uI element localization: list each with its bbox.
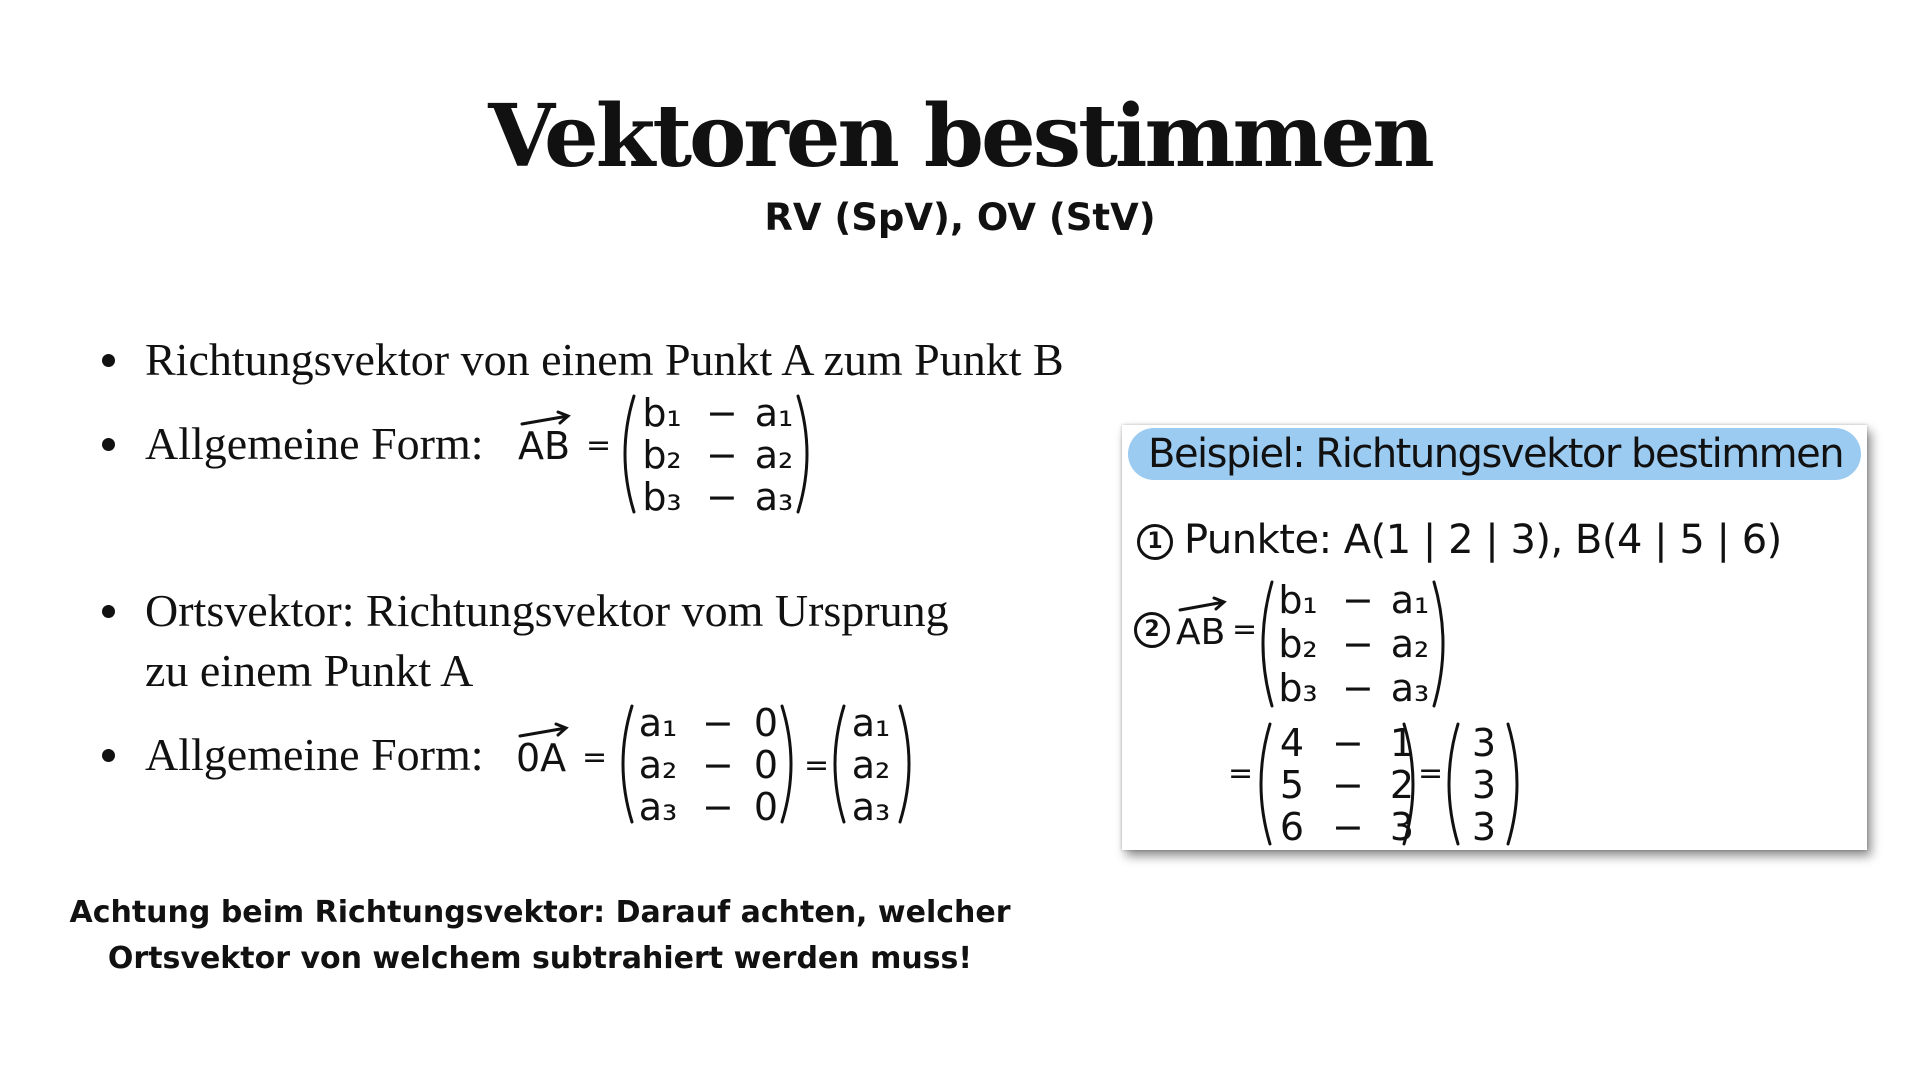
matrix-cell: 6: [1279, 805, 1305, 849]
bullet-general-form-ab: Allgemeine Form:: [145, 418, 484, 469]
matrix-ab: [640, 392, 796, 518]
matrix-cell: 1: [1389, 721, 1415, 765]
page-title: Vektoren bestimmen: [488, 86, 1432, 187]
matrix-cell: b₁: [1278, 578, 1318, 622]
matrix-cell: a₂: [754, 433, 794, 477]
equals-sign: =: [1232, 612, 1258, 647]
vector-ab-label: AB: [518, 424, 571, 468]
warning-note-line2: Ortsvektor von welchem subtrahiert werden muss!: [107, 941, 973, 976]
matrix-cell: −: [1342, 578, 1374, 622]
matrix-right-paren: [896, 702, 920, 826]
page-subtitle: RV (SpV), OV (StV): [764, 196, 1156, 239]
equals-sign: =: [804, 748, 830, 783]
matrix-cell: b₂: [1278, 622, 1318, 666]
matrix-cell: −: [706, 391, 738, 435]
matrix-cell: a₁: [851, 701, 891, 745]
matrix-cell: −: [702, 701, 734, 745]
matrix-cell: a₃: [851, 785, 891, 829]
bullet-directional-vector: Richtungsvektor von einem Punkt A zum Punkt B: [145, 334, 1064, 385]
matrix-cell: 0: [753, 701, 779, 745]
matrix-cell: a₃: [1390, 666, 1430, 710]
matrix-cell: −: [1342, 622, 1374, 666]
bullet-position-vector-line2: zu einem Punkt A: [145, 645, 474, 696]
matrix-cell: b₃: [642, 475, 682, 519]
equals-sign: =: [1418, 756, 1444, 791]
matrix-cell: 4: [1279, 721, 1305, 765]
matrix-cell: −: [702, 785, 734, 829]
matrix-cell: b₁: [642, 391, 682, 435]
matrix-cell: −: [1342, 666, 1374, 710]
matrix-right-paren: [778, 702, 802, 826]
example-matrix-general: [1276, 578, 1432, 710]
bullet-dot: [102, 354, 115, 367]
bullet-dot: [102, 438, 115, 451]
equals-sign: =: [586, 428, 612, 463]
matrix-cell: 0: [753, 785, 779, 829]
matrix-cell: −: [706, 433, 738, 477]
bullet-dot: [102, 605, 115, 618]
matrix-cell: 3: [1389, 805, 1415, 849]
example-header: Beispiel: Richtungsvektor bestimmen: [1148, 431, 1844, 477]
matrix-cell: −: [702, 743, 734, 787]
warning-note: [60, 890, 1020, 982]
step-number-1: 1: [1137, 524, 1173, 560]
vector-arrow-icon: [1176, 596, 1230, 616]
matrix-right-paren: [794, 392, 818, 516]
matrix-cell: b₂: [642, 433, 682, 477]
matrix-cell: a₂: [851, 743, 891, 787]
matrix-cell: −: [1332, 721, 1364, 765]
example-matrix-result: [1462, 722, 1506, 848]
matrix-cell: a₂: [638, 743, 678, 787]
matrix-cell: b₃: [1278, 666, 1318, 710]
matrix-right-paren: [1504, 720, 1528, 848]
matrix-cell: 2: [1389, 763, 1415, 807]
bullet-general-form-oa: Allgemeine Form:: [145, 729, 484, 780]
bullet-position-vector-line1: Ortsvektor: Richtungsvektor vom Ursprung: [145, 585, 949, 636]
example-vector-ab-label: AB: [1176, 612, 1226, 653]
matrix-left-paren: [1438, 720, 1462, 848]
step-number-2: 2: [1134, 612, 1170, 648]
matrix-cell: 3: [1471, 721, 1497, 765]
vector-oa-label: 0A: [516, 736, 567, 780]
matrix-cell: −: [1332, 805, 1364, 849]
matrix-cell: 5: [1279, 763, 1305, 807]
matrix-left-paren: [612, 702, 636, 826]
warning-note-line1: Achtung beim Richtungsvektor: Darauf achten, welcher: [69, 895, 1011, 930]
equals-sign: =: [1228, 756, 1254, 791]
matrix-cell: a₁: [638, 701, 678, 745]
matrix-cell: −: [706, 475, 738, 519]
matrix-cell: a₃: [638, 785, 678, 829]
matrix-cell: 0: [753, 743, 779, 787]
matrix-cell: a₁: [754, 391, 794, 435]
matrix-cell: a₃: [754, 475, 794, 519]
vector-arrow-icon: [516, 722, 572, 742]
matrix-cell: 3: [1471, 763, 1497, 807]
matrix-cell: a₁: [1390, 578, 1430, 622]
example-points: Punkte: A(1 | 2 | 3), B(4 | 5 | 6): [1184, 517, 1782, 563]
matrix-oa-result: [848, 702, 894, 828]
example-matrix-numeric: [1274, 722, 1420, 848]
matrix-left-paren: [1250, 720, 1274, 848]
matrix-cell: −: [1332, 763, 1364, 807]
matrix-left-paren: [1252, 578, 1276, 710]
matrix-right-paren: [1430, 578, 1454, 710]
bullet-dot: [102, 749, 115, 762]
matrix-left-paren: [824, 702, 848, 826]
matrix-cell: a₂: [1390, 622, 1430, 666]
matrix-cell: 3: [1471, 805, 1497, 849]
matrix-left-paren: [614, 392, 638, 516]
vector-arrow-icon: [518, 410, 574, 430]
matrix-oa: [636, 702, 784, 828]
equals-sign: =: [582, 740, 608, 775]
